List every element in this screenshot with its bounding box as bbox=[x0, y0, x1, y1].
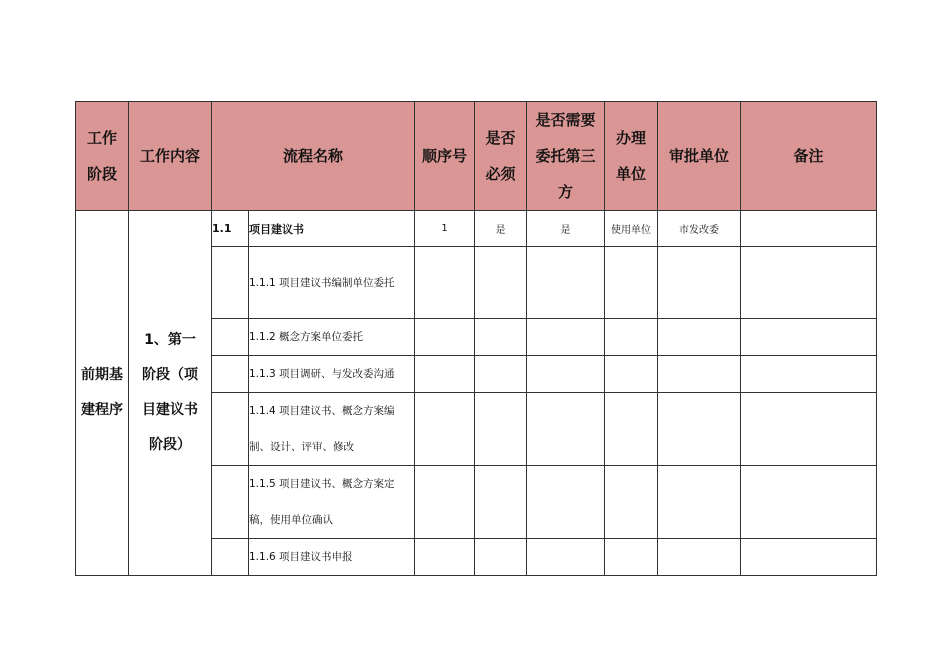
section-seq: 1 bbox=[415, 211, 475, 247]
section-approver: 市发改委 bbox=[658, 211, 741, 247]
table-row bbox=[76, 211, 877, 247]
stage-cell: 前期基建程序 bbox=[76, 211, 129, 576]
item-1: 1.1.1 项目建议书编制单位委托 bbox=[249, 247, 415, 319]
header-third-party: 是否需要委托第三方 bbox=[527, 102, 605, 211]
section-handler: 使用单位 bbox=[605, 211, 658, 247]
section-third-party: 是 bbox=[527, 211, 605, 247]
header-process: 流程名称 bbox=[212, 102, 415, 211]
section-remarks bbox=[741, 211, 877, 247]
section-title: 项目建议书 bbox=[249, 211, 415, 247]
header-content: 工作内容 bbox=[129, 102, 212, 211]
item-4: 1.1.4 项目建议书、概念方案编制、设计、评审、修改 bbox=[249, 393, 415, 466]
header-approver: 审批单位 bbox=[658, 102, 741, 211]
header-row bbox=[76, 102, 877, 211]
process-table bbox=[75, 101, 877, 576]
content-cell: 1、第一阶段（项目建议书阶段） bbox=[129, 211, 212, 576]
header-stage: 工作阶段 bbox=[76, 102, 129, 211]
header-remarks: 备注 bbox=[741, 102, 877, 211]
item-3: 1.1.3 项目调研、与发改委沟通 bbox=[249, 356, 415, 393]
item-5: 1.1.5 项目建议书、概念方案定稿，使用单位确认 bbox=[249, 466, 415, 539]
item-6: 1.1.6 项目建议书申报 bbox=[249, 539, 415, 576]
header-required: 是否必须 bbox=[475, 102, 527, 211]
header-seq: 顺序号 bbox=[415, 102, 475, 211]
section-number: 1.1 bbox=[212, 211, 249, 247]
header-handler: 办理单位 bbox=[605, 102, 658, 211]
section-required: 是 bbox=[475, 211, 527, 247]
item-2: 1.1.2 概念方案单位委托 bbox=[249, 319, 415, 356]
